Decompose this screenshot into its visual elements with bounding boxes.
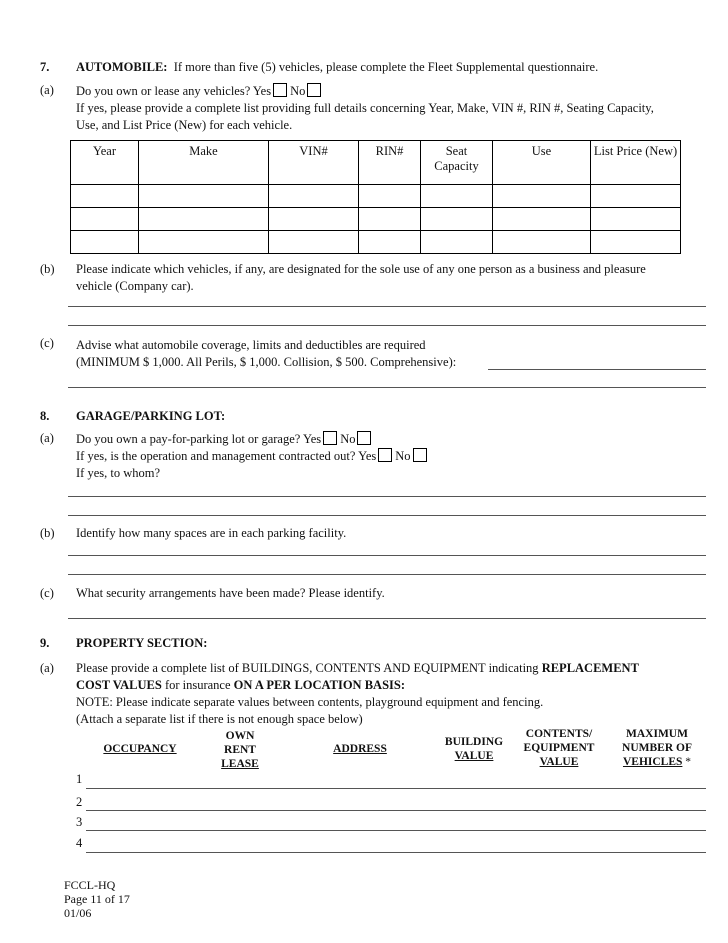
parking-lot-question <box>76 431 374 447</box>
property-row-number: 4 <box>76 836 83 850</box>
own-lease-vehicles-question <box>76 83 324 99</box>
section-9a-note: NOTE: Please indicate separate values between contents, playground equipment and fencing. <box>76 695 544 709</box>
col-contents-1: CONTENTS/ <box>525 728 593 740</box>
col-make: Make <box>139 141 269 185</box>
asterisk: * <box>685 756 692 768</box>
per-location-bold: ON A PER LOCATION BASIS: <box>233 678 406 692</box>
table-cell[interactable] <box>421 231 493 254</box>
col-rent: RENT <box>224 744 256 756</box>
property-row-number: 3 <box>76 815 83 829</box>
col-contents-value <box>517 727 601 769</box>
coverage-answer-line[interactable] <box>68 387 706 388</box>
section-9-number: 9. <box>40 636 50 650</box>
table-cell[interactable] <box>591 208 681 231</box>
table-cell[interactable] <box>359 208 421 231</box>
col-building-1: BUILDING <box>444 736 504 748</box>
form-date: 01/06 <box>64 906 92 920</box>
property-row-line[interactable] <box>86 830 706 831</box>
property-row-line[interactable] <box>86 810 706 811</box>
section-9-title: PROPERTY SECTION: <box>76 636 208 650</box>
col-max-2: NUMBER OF <box>622 742 692 754</box>
col-own: OWN <box>225 730 255 742</box>
contracted-yes-checkbox[interactable] <box>378 448 392 462</box>
section-9a-label: (a) <box>40 661 54 675</box>
section-8-title: GARAGE/PARKING LOT: <box>76 409 226 423</box>
table-cell[interactable] <box>139 231 269 254</box>
table-cell[interactable] <box>493 231 591 254</box>
section-7-number: 7. <box>40 60 50 74</box>
table-cell[interactable] <box>421 208 493 231</box>
section-7a-line2: Use, and List Price (New) for each vehicle. <box>76 118 293 132</box>
table-cell[interactable] <box>269 231 359 254</box>
section-7a-line1: If yes, please provide a complete list providing full details concerning Year, Make, VIN #, RIN #, Seating Capacity, <box>76 101 654 115</box>
col-use: Use <box>493 141 591 185</box>
to-whom-answer-line[interactable] <box>68 496 706 497</box>
section-7c-line2: (MINIMUM $ 1,000. All Perils, $ 1,000. Collision, $ 500. Comprehensive): <box>76 355 457 369</box>
table-row <box>71 231 681 254</box>
section-9a-line2 <box>76 678 405 693</box>
parking-yes-checkbox[interactable] <box>323 431 337 445</box>
section-7-title: AUTOMOBILE: <box>76 60 168 74</box>
vehicle-table-header <box>71 141 681 185</box>
vehicle-table <box>70 140 681 254</box>
section-7c-label: (c) <box>40 336 54 350</box>
vehicles-no-checkbox[interactable] <box>307 83 321 97</box>
table-cell[interactable] <box>421 185 493 208</box>
col-max-3: VEHICLES <box>622 756 683 768</box>
col-contents-3: VALUE <box>539 756 579 768</box>
section-7b-line1: Please indicate which vehicles, if any, are designated for the sole use of any one person as a business and pleasure <box>76 262 646 276</box>
company-car-answer-line[interactable] <box>68 325 706 326</box>
table-cell[interactable] <box>591 231 681 254</box>
col-contents-2: EQUIPMENT <box>523 742 595 754</box>
security-question: What security arrangements have been made? Please identify. <box>76 586 385 600</box>
section-7-title-rest: If more than five (5) vehicles, please complete the Fleet Supplemental questionnaire. <box>173 60 599 74</box>
col-own-rent-lease <box>215 729 265 771</box>
col-list-price: List Price (New) <box>591 141 681 185</box>
parking-no-label: No <box>340 432 356 446</box>
parking-spaces-question: Identify how many spaces are in each parking facility. <box>76 526 347 540</box>
form-code: FCCL-HQ <box>64 878 116 892</box>
col-occupancy: OCCUPANCY <box>103 743 177 755</box>
section-7-heading <box>76 60 598 75</box>
section-8a-label: (a) <box>40 431 54 445</box>
col-year: Year <box>71 141 139 185</box>
parking-no-checkbox[interactable] <box>357 431 371 445</box>
parking-spaces-answer-line[interactable] <box>68 574 706 575</box>
contracted-text: If yes, is the operation and management contracted out? Yes <box>76 449 377 463</box>
table-cell[interactable] <box>71 231 139 254</box>
contracted-no-label: No <box>395 449 411 463</box>
contracted-no-checkbox[interactable] <box>413 448 427 462</box>
security-answer-line[interactable] <box>68 618 706 619</box>
page-number: Page 11 of 17 <box>64 892 130 906</box>
page-footer <box>64 878 130 920</box>
col-seat-capacity: Seat Capacity <box>421 141 493 185</box>
col-rin: RIN# <box>359 141 421 185</box>
table-row <box>71 185 681 208</box>
table-cell[interactable] <box>493 208 591 231</box>
section-7a-label: (a) <box>40 83 54 97</box>
table-row <box>71 208 681 231</box>
table-cell[interactable] <box>359 231 421 254</box>
property-row-number: 2 <box>76 795 83 809</box>
property-row-line[interactable] <box>86 852 706 853</box>
to-whom-question: If yes, to whom? <box>76 466 161 480</box>
for-insurance-text: for insurance <box>164 678 231 692</box>
col-max-1: MAXIMUM <box>626 728 688 740</box>
table-cell[interactable] <box>591 185 681 208</box>
to-whom-answer-line[interactable] <box>68 515 706 516</box>
section-8-number: 8. <box>40 409 50 423</box>
vehicles-yes-checkbox[interactable] <box>273 83 287 97</box>
col-lease: LEASE <box>221 758 259 770</box>
col-building-2: VALUE <box>454 750 494 762</box>
section-9a-attach: (Attach a separate list if there is not enough space below) <box>76 712 363 726</box>
company-car-answer-line[interactable] <box>68 306 706 307</box>
table-cell[interactable] <box>269 185 359 208</box>
section-8b-label: (b) <box>40 526 55 540</box>
col-address: ADDRESS <box>333 743 387 755</box>
col-max-vehicles <box>612 727 702 769</box>
cost-values-bold: COST VALUES <box>76 678 162 692</box>
parking-spaces-answer-line[interactable] <box>68 555 706 556</box>
coverage-answer-line[interactable] <box>488 369 706 370</box>
section-7b-label: (b) <box>40 262 55 276</box>
property-row-line[interactable] <box>86 788 706 789</box>
replacement-bold: REPLACEMENT <box>541 661 639 675</box>
contracted-question <box>76 448 430 464</box>
section-7b-line2: vehicle (Company car). <box>76 279 194 293</box>
col-vin: VIN# <box>269 141 359 185</box>
section-8c-label: (c) <box>40 586 54 600</box>
table-cell[interactable] <box>139 185 269 208</box>
property-row-number: 1 <box>76 772 83 786</box>
table-cell[interactable] <box>493 185 591 208</box>
table-cell[interactable] <box>71 208 139 231</box>
parking-lot-text: Do you own a pay-for-parking lot or garage? Yes <box>76 432 322 446</box>
section-7c-line1: Advise what automobile coverage, limits and deductibles are required <box>76 338 426 352</box>
own-lease-vehicles-text: Do you own or lease any vehicles? Yes <box>76 84 272 98</box>
table-cell[interactable] <box>359 185 421 208</box>
section-9a-line1-text: Please provide a complete list of BUILDINGS, CONTENTS AND EQUIPMENT indicating <box>76 661 539 675</box>
vehicles-no-label: No <box>290 84 306 98</box>
col-building-value <box>438 735 510 763</box>
section-9a-line1 <box>76 661 639 676</box>
table-cell[interactable] <box>71 185 139 208</box>
table-cell[interactable] <box>139 208 269 231</box>
table-cell[interactable] <box>269 208 359 231</box>
